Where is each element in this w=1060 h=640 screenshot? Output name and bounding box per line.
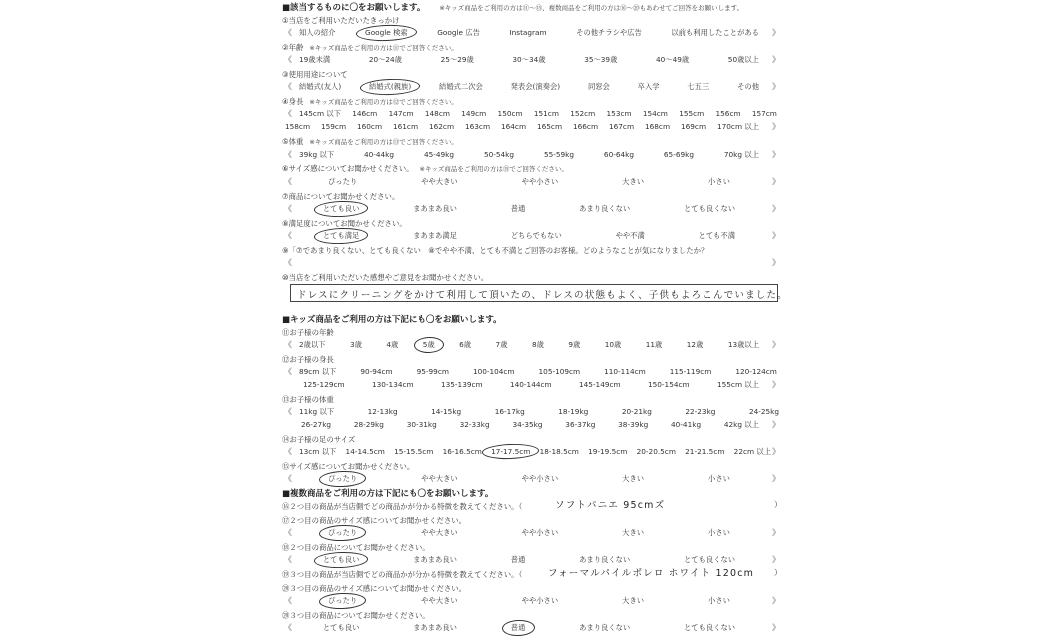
option-q11-3[interactable]: 5歳 [420,340,438,350]
option-q3-2[interactable]: 結婚式二次会 [439,81,483,91]
option-q11-5[interactable]: 7歳 [495,339,508,349]
option-q12-row2-6[interactable]: 155cm 以上 [717,379,759,389]
option-q15-0[interactable]: ぴったり [325,474,360,484]
option-q2-1[interactable]: 20～24歳 [368,54,402,64]
question-2-options: 《 19歳未満 20～24歳 25～29歳 30～34歳 35～39歳 40～49歳 50歳以上 》 [284,54,780,64]
option-q4-row2-0[interactable]: 158cm [285,122,311,131]
option-q14-3[interactable]: 16-16.5cm [442,447,482,456]
option-q12-row1-2[interactable]: 95-99cm [416,367,449,376]
option-q12-row2-3[interactable]: 140-144cm [510,380,552,389]
option-q20-1[interactable]: やや大きい [421,595,458,605]
option-q18-0[interactable]: とても良い [320,555,362,565]
option-q11-2[interactable]: 4歳 [386,339,399,349]
question-12-options-row2: 125-129cm 130-134cm 135-139cm 140-144cm 145-149cm 150-154cm 155cm 以上 》 [282,379,782,390]
option-q20-0[interactable]: ぴったり [325,596,360,606]
option-q11-10[interactable]: 12歳 [686,339,704,349]
option-q14-5[interactable]: 18-18.5cm [539,447,579,456]
option-q4-row1-5[interactable]: 150cm [497,109,523,118]
question-4-label: ④身長 ※キッズ商品をご利用の方は⑫でご回答ください。 [282,97,458,106]
option-q13-row1-2[interactable]: 14-15kg [431,407,462,416]
option-q13-row2-8[interactable]: 42kg 以上 [723,419,759,429]
option-q14-6[interactable]: 19-19.5cm [588,447,628,456]
option-q6-1[interactable]: やや大きい [421,176,458,186]
question-17-label: ⑰２つ目の商品のサイズ感についてお聞かせください。 [282,516,467,525]
option-q8-1[interactable]: まあまあ満足 [413,230,457,240]
option-q14-4[interactable]: 17-17.5cm [488,447,533,456]
option-q5-3[interactable]: 50-54kg [483,150,515,159]
question-10-handwritten-answer: ドレスにクリーニングをかけて利用して頂いたの、ドレスの状態もよく、子供もよろこんでいました。 [297,290,788,301]
option-q5-6[interactable]: 65-69kg [663,150,694,159]
option-q12-row1-5[interactable]: 110-114cm [604,367,646,376]
option-q11-1[interactable]: 3歳 [349,339,362,349]
option-q1-0[interactable]: 知人の紹介 [299,27,336,37]
option-q13-row1-6[interactable]: 22-23kg [685,407,716,416]
option-q4-row1-0[interactable]: 145cm 以下 [299,108,341,118]
question-14-options: 《 13cm 以下 14-14.5cm 15-15.5cm 16-16.5cm 17-17.5cm 18-18.5cm 19-19.5cm 20-20.5cm 21-21.5cm 22cm 以上 》 [284,446,780,456]
option-q12-row2-0[interactable]: 125-129cm [303,380,345,389]
question-7-label: ⑦商品についてお聞かせください。 [282,192,400,201]
question-18-options: 《 とても良い まあまあ良い 普通 あまり良くない とても良くない 》 [284,554,780,564]
option-q13-row1-3[interactable]: 16-17kg [494,407,525,416]
option-q20-4[interactable]: 小さい [708,595,730,605]
option-q12-row1-1[interactable]: 90-94cm [360,367,393,376]
option-q18-2[interactable]: 普通 [510,554,526,564]
option-q6-0[interactable]: ぴったり [328,176,358,186]
question-3-label: ③使用用途について [282,70,348,79]
option-q1-5[interactable]: 以前も利用したことがある [671,27,759,37]
question-19-handwritten-answer[interactable]: フォーマルパイルボレロ ホワイト 120cm [548,568,755,579]
question-8-label: ⑧満足度についてお聞かせください。 [282,219,407,228]
option-q11-8[interactable]: 10歳 [604,339,622,349]
question-1-label: ①当店をご利用いただいたきっかけ [282,16,400,25]
option-q12-row1-3[interactable]: 100-104cm [472,367,515,376]
question-5-options: 《 39kg 以下 40-44kg 45-49kg 50-54kg 55-59kg 60-64kg 65-69kg 70kg 以上 》 [284,149,780,159]
option-q4-row2-5[interactable]: 163cm [465,122,491,131]
question-6-options: 《 ぴったり やや大きい やや小さい 大きい 小さい 》 [284,176,780,186]
question-16-handwritten-answer[interactable]: ソフトパニエ 95cmズ [555,500,666,511]
option-q4-row1-12[interactable]: 157cm [751,109,777,118]
option-q2-0[interactable]: 19歳未満 [299,54,331,64]
option-q7-3[interactable]: あまり良くない [579,203,631,213]
option-q14-2[interactable]: 15-15.5cm [394,447,434,456]
option-q11-11[interactable]: 13歳以上 [727,339,759,349]
option-q3-1[interactable]: 結婚式(親族) [366,82,414,92]
option-q4-row2-1[interactable]: 159cm [321,122,347,131]
option-q4-row1-10[interactable]: 155cm [679,109,705,118]
option-q6-4[interactable]: 小さい [708,176,730,186]
question-21-options: 《 とても良い まあまあ良い 普通 あまり良くない とても良くない 》 [284,622,780,632]
option-q12-row1-7[interactable]: 120-124cm [735,367,777,376]
question-10-label: ⑩当店をご利用いただいた感想やご意見をお聞かせください。 [282,273,489,282]
option-q13-row2-3[interactable]: 32-33kg [459,420,490,429]
option-q7-4[interactable]: とても良くない [684,203,736,213]
question-4-options-row1: 《 145cm 以下 146cm 147cm 148cm 149cm 150cm 151cm 152cm 153cm 154cm 155cm 156cm 157cm [282,108,782,119]
option-q21-2[interactable]: 普通 [508,623,529,633]
option-q4-row2-11[interactable]: 169cm [681,122,707,131]
question-5-label: ⑤体重 ※キッズ商品をご利用の方は⑬でご回答ください。 [282,137,458,146]
option-q1-4[interactable]: その他チラシや広告 [576,27,642,37]
option-q2-2[interactable]: 25～29歳 [440,54,474,64]
option-q14-0[interactable]: 13cm 以下 [299,446,337,456]
option-q11-6[interactable]: 8歳 [531,339,544,349]
option-q4-row2-8[interactable]: 166cm [573,122,599,131]
question-12-options-row1: 《 89cm 以下 90-94cm 95-99cm 100-104cm 105-109cm 110-114cm 115-119cm 120-124cm [282,366,782,377]
option-q5-7[interactable]: 70kg 以上 [723,149,759,159]
option-q4-row1-9[interactable]: 154cm [642,109,668,118]
option-q5-0[interactable]: 39kg 以下 [299,149,335,159]
question-13-label: ⑬お子様の体重 [282,395,334,404]
question-9-label: ⑨「⑦であまり良くない、とても良くない ⑧でやや不満、とても不満とご回答のお客様。どのようなことが気になりましたか？ [282,246,709,255]
question-20-label: ⑳３つ目の商品のサイズ感についてお聞かせください。 [282,584,467,593]
option-q21-3[interactable]: あまり良くない [579,622,631,632]
question-21-label: ⑳３つ目の商品についてお聞かせください。 [282,611,430,620]
option-q11-0[interactable]: 2歳以下 [299,339,326,349]
question-13-options-row2: 26-27kg 28-29kg 30-31kg 32-33kg 34-35kg 36-37kg 38-39kg 40-41kg 42kg 以上 》 [282,419,782,430]
option-q17-2[interactable]: やや小さい [521,527,559,537]
option-q13-row1-1[interactable]: 12-13kg [367,407,398,416]
option-q20-2[interactable]: やや小さい [521,595,559,605]
option-q4-row2-12[interactable]: 170cm 以上 [717,121,759,131]
question-13-options-row1: 《 11kg 以下 12-13kg 14-15kg 16-17kg 18-19kg 20-21kg 22-23kg 24-25kg [282,406,782,417]
section-heading-main: ■該当するものに〇をお願いします。 ※キッズ商品をご利用の方は⑪～⑮、複数商品をご利用の方は⑯～⑳もあわせてご回答をお願いします。 [282,3,744,13]
question-15-options: 《 ぴったり やや大きい やや小さい 大きい 小さい 》 [284,473,780,483]
option-q13-row1-5[interactable]: 20-21kg [621,407,652,416]
option-q14-7[interactable]: 20-20.5cm [636,447,676,456]
option-q7-0[interactable]: とても良い [320,204,362,214]
question-1-options: 《 知人の紹介 Google 検索 Google 広告 Instagram その他チラシや広告 以前も利用したことがある 》 [284,27,780,37]
section-note: ※キッズ商品をご利用の方は⑪～⑮、複数商品をご利用の方は⑯～⑳もあわせてご回答をお願いします。 [439,4,744,12]
question-3-options: 《 結婚式(友人) 結婚式(親族) 結婚式二次会 発表会(演奏会) 同窓会 卒入学 七五三 その他 》 [284,81,780,91]
option-q2-5[interactable]: 40～49歳 [656,54,690,64]
option-q13-row1-4[interactable]: 18-19kg [558,407,589,416]
option-q1-1[interactable]: Google 検索 [362,28,411,38]
option-q7-1[interactable]: まあまあ良い [413,203,457,213]
option-q12-row2-4[interactable]: 145-149cm [579,380,621,389]
option-q13-row2-6[interactable]: 38-39kg [618,420,649,429]
option-q4-row2-9[interactable]: 167cm [609,122,635,131]
option-q18-4[interactable]: とても良くない [684,554,736,564]
option-q13-row1-7[interactable]: 24-25kg [748,407,779,416]
option-q12-row2-5[interactable]: 150-154cm [648,380,690,389]
option-q4-row2-3[interactable]: 161cm [393,122,419,131]
option-q4-row1-6[interactable]: 151cm [533,109,559,118]
question-7-options: 《 とても良い まあまあ良い 普通 あまり良くない とても良くない 》 [284,203,780,213]
question-11-label: ⑪お子様の年齢 [282,328,334,337]
option-q4-row2-7[interactable]: 165cm [537,122,563,131]
option-q12-row2-1[interactable]: 130-134cm [372,380,414,389]
option-q15-3[interactable]: 大きい [622,473,645,483]
option-q18-3[interactable]: あまり良くない [579,554,631,564]
option-q13-row2-7[interactable]: 40-41kg [671,420,702,429]
option-q3-0[interactable]: 結婚式(友人) [299,81,342,91]
option-q2-4[interactable]: 35～39歳 [584,54,618,64]
option-q21-0[interactable]: とても良い [322,622,360,632]
option-q4-row2-10[interactable]: 168cm [645,122,671,131]
option-q4-row1-7[interactable]: 152cm [570,109,596,118]
option-q3-7[interactable]: その他 [737,81,759,91]
option-q2-3[interactable]: 30～34歳 [512,54,546,64]
option-q14-8[interactable]: 21-21.5cm [685,447,725,456]
option-q4-row1-3[interactable]: 148cm [424,109,450,118]
option-q5-4[interactable]: 55-59kg [543,150,574,159]
option-q3-3[interactable]: 発表会(演奏会) [510,81,561,91]
option-q11-4[interactable]: 6歳 [459,339,472,349]
survey-form: ■該当するものに〇をお願いします。 ※キッズ商品をご利用の方は⑪～⑮、複数商品をご利用の方は⑯～⑳もあわせてご回答をお願いします。 ①当店をご利用いただいたきっかけ 《 知人の紹介 Google 検索 Google 広告 Instagram その他チラシや広告 以前も利用したことがある 》 ②年齢 ※キッズ商品をご利用の方は⑪でご回答ください。 《 19歳未満 20～24歳 25～29歳 30～34歳 35～39歳 40～49歳 50歳以上 》 ③使用用途について 《 結婚式(友人) 結婚式(親族) 結婚式二次会 発表会(演奏会) 同窓会 卒入学 七五三 その他 》 ④身長 ※キッズ商品をご利用の方は⑫でご回答ください。 《 145cm 以下 146cm 147cm 148cm 149cm 150cm 151cm 152cm 153cm 154cm 155cm 156cm 157cm 158cm 159cm 160cm 161cm 162cm 163cm 164cm 165cm 166cm 167cm 168cm 169cm 170cm 以上 》 ⑤体重 ※キッズ商品をご利用の方は⑬でご回答ください。 《 39kg 以下 40-44kg 45-49kg 50-54kg 55-59kg 60-64kg 65-69kg 70kg 以上 》 ⑥サイズ感についてお聞かせください。 ※キッズ商品をご利用の方は⑮でご回答ください。 《 ぴったり やや大きい やや小さい 大きい 小さい 》 ⑦商品についてお聞かせください。 《 とても良い まあまあ良い 普通 あまり良くない とても良くない 》 ⑧満足度についてお聞かせください。 《 とても満足 まあまあ満足 どちらでもない やや不満 とても不満 》 ⑨「⑦であまり良くない、とても良くない ⑧でやや不満、とても不満とご回答のお客様。どのようなことが気になりましたか？ 《 》 ⑩当店をご利用いただいた感想やご意見をお聞かせください。 ドレスにクリーニングをかけて利用して頂いたの、ドレスの状態もよく、子供もよろこんでいました。 ■キッズ商品をご利用の方は下記にも〇をお願いします。 ⑪お子様の年齢 《 2歳以下 3歳 4歳 5歳 6歳 7歳 8歳 9歳 10歳 11歳 12歳 13歳以上 》 ⑫お子様の身長 《 89cm 以下 90-94cm 95-99cm 100-104cm 105-109cm 110-114cm 115-119cm 120-124cm 125-129cm 130-134cm 135-139cm 140-144cm 145-149cm 150-154cm 155cm 以上 》 ⑬お子様の体重 《 11kg 以下 12-13kg 14-15kg 16-17kg 18-19kg 20-21kg 22-23kg 24-25kg 26-27kg 28-29kg 30-31kg 32-33kg 34-35kg 36-37kg 38-39kg 40-41kg 42kg 以上 》 ⑭お子様の足のサイズ 《 13cm 以下 14-14.5cm 15-15.5cm 16-16.5cm 17-17.5cm 18-18.5cm 19-19.5cm 20-20.5cm 21-21.5cm 22cm 以上 》 ⑮サイズ感についてお聞かせください。 《 ぴったり やや大きい やや小さい 大きい 小さい 》 ■複数商品をご利用の方は下記にも〇をお願いします。 ⑯２つ目の商品が当店側でどの商品かが分かる特徴を教えてください。（ ソフトパニエ 95cmズ ） ⑰２つ目の商品のサイズ感についてお聞かせください。 《 ぴったり やや大きい やや小さい 大きい 小さい 》 ⑱２つ目の商品についてお聞かせください。 《 とても良い まあまあ良い 普通 あまり良くない とても良くない 》 ⑲３つ目の商品が当店側でどの商品かが分かる特徴を教えてください。（ フォーマルパイルボレロ ホワイト 120cm ） ⑳３つ目の商品のサイズ感についてお聞かせください。 《 ぴったり やや大きい やや小さい 大きい 小さい 》 ⑳３つ目の商品についてお聞かせください。 《 とても良い まあまあ良い 普通 あまり良くない とても良くない 》 [282,3,788,632]
option-q13-row2-2[interactable]: 30-31kg [406,420,437,429]
option-q13-row1-0[interactable]: 11kg 以下 [299,406,335,416]
option-q11-9[interactable]: 11歳 [645,339,663,349]
option-q4-row2-6[interactable]: 164cm [501,122,527,131]
section-heading-multi: ■複数商品をご利用の方は下記にも〇をお願いします。 [282,489,494,499]
option-q5-1[interactable]: 40-44kg [363,150,395,159]
option-q6-3[interactable]: 大きい [622,176,645,186]
option-q17-0[interactable]: ぴったり [325,528,360,538]
option-q5-2[interactable]: 45-49kg [423,150,455,159]
question-8-options: 《 とても満足 まあまあ満足 どちらでもない やや不満 とても不満 》 [284,230,780,240]
option-q3-6[interactable]: 七五三 [687,81,710,91]
option-q13-row2-0[interactable]: 26-27kg [301,420,332,429]
question-12-label: ⑫お子様の身長 [282,355,334,364]
question-17-options: 《 ぴったり やや大きい やや小さい 大きい 小さい 》 [284,527,780,537]
option-q8-2[interactable]: どちらでもない [510,230,562,240]
option-q4-row2-4[interactable]: 162cm [429,122,455,131]
option-q11-7[interactable]: 9歳 [568,339,581,349]
question-14-label: ⑭お子様の足のサイズ [282,435,356,444]
option-q13-row2-5[interactable]: 36-37kg [565,420,596,429]
section-heading-kids: ■キッズ商品をご利用の方は下記にも〇をお願いします。 [282,315,502,325]
option-q1-2[interactable]: Google 広告 [437,27,480,37]
question-18-label: ⑱２つ目の商品についてお聞かせください。 [282,543,430,552]
option-q1-3[interactable]: Instagram [509,28,547,37]
option-q20-3[interactable]: 大きい [622,595,645,605]
option-q17-1[interactable]: やや大きい [421,527,458,537]
option-q15-1[interactable]: やや大きい [421,473,458,483]
option-q13-row2-4[interactable]: 34-35kg [512,420,543,429]
option-q3-4[interactable]: 同窓会 [587,81,610,91]
option-q12-row1-0[interactable]: 89cm 以下 [299,366,337,376]
option-q21-4[interactable]: とても良くない [684,622,736,632]
option-q2-6[interactable]: 50歳以上 [727,54,759,64]
option-q4-row1-4[interactable]: 149cm [461,109,487,118]
question-4-options-row2: 158cm 159cm 160cm 161cm 162cm 163cm 164cm 165cm 166cm 167cm 168cm 169cm 170cm 以上 》 [282,121,782,132]
question-19-label: ⑲３つ目の商品が当店側でどの商品かが分かる特徴を教えてください。（ [282,570,523,579]
option-q4-row1-8[interactable]: 153cm [606,109,632,118]
option-q8-3[interactable]: やや不満 [615,230,645,240]
option-q13-row2-1[interactable]: 28-29kg [353,420,384,429]
question-10-answer-box[interactable] [290,284,788,302]
option-q17-3[interactable]: 大きい [622,527,645,537]
option-q21-1[interactable]: まあまあ良い [413,622,457,632]
option-q3-5[interactable]: 卒入学 [637,81,660,91]
option-q12-row2-2[interactable]: 135-139cm [441,380,483,389]
option-q14-1[interactable]: 14-14.5cm [345,447,385,456]
option-q4-row1-1[interactable]: 146cm [352,109,378,118]
option-q4-row1-11[interactable]: 156cm [715,109,741,118]
option-q18-1[interactable]: まあまあ良い [413,554,457,564]
option-q6-2[interactable]: やや小さい [521,176,559,186]
option-q17-4[interactable]: 小さい [708,527,730,537]
question-9-answer-area[interactable]: 《 》 [284,258,780,267]
question-6-label: ⑥サイズ感についてお聞かせください。 ※キッズ商品をご利用の方は⑮でご回答ください。 [282,164,568,173]
option-q4-row2-2[interactable]: 160cm [357,122,383,131]
option-q7-2[interactable]: 普通 [510,203,526,213]
question-2-label: ②年齢 ※キッズ商品をご利用の方は⑪でご回答ください。 [282,43,458,52]
option-q8-0[interactable]: とても満足 [320,231,362,241]
question-16-label: ⑯２つ目の商品が当店側でどの商品かが分かる特徴を教えてください。（ [282,502,523,511]
option-q15-4[interactable]: 小さい [708,473,730,483]
option-q12-row1-6[interactable]: 115-119cm [669,367,712,376]
question-15-label: ⑮サイズ感についてお聞かせください。 [282,462,415,471]
option-q4-row1-2[interactable]: 147cm [388,109,414,118]
question-11-options: 《 2歳以下 3歳 4歳 5歳 6歳 7歳 8歳 9歳 10歳 11歳 12歳 13歳以上 》 [284,339,780,349]
question-20-options: 《 ぴったり やや大きい やや小さい 大きい 小さい 》 [284,595,780,605]
option-q5-5[interactable]: 60-64kg [603,150,634,159]
option-q8-4[interactable]: とても不満 [698,230,736,240]
option-q15-2[interactable]: やや小さい [521,473,559,483]
option-q14-9[interactable]: 22cm 以上 [733,446,771,456]
option-q12-row1-4[interactable]: 105-109cm [538,367,581,376]
